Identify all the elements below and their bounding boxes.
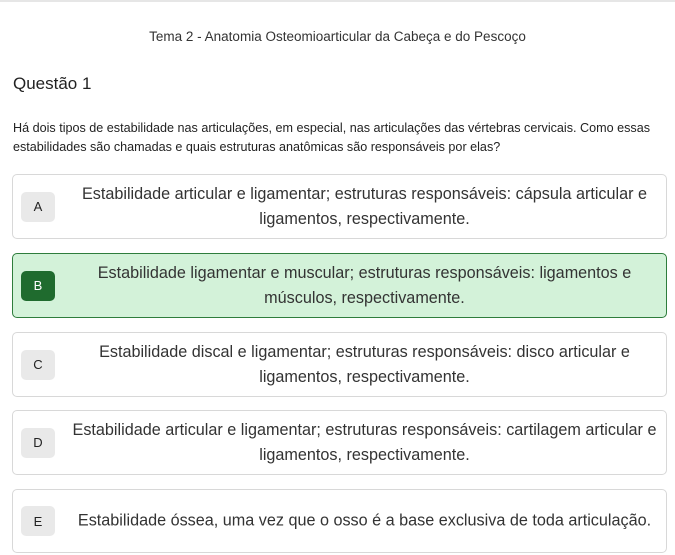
option-text-d: Estabilidade articular e ligamentar; estruturas responsáveis: cartilagem articular e ligamentos, respectivamente. — [72, 420, 657, 464]
option-a[interactable] — [12, 174, 667, 239]
question-text: Há dois tipos de estabilidade nas articulações, em especial, nas articulações das vértebras cervicais. Como essas estabilidades são chamadas e quais estruturas anatômicas são responsáveis por elas? — [13, 121, 650, 154]
option-letter-b: B — [21, 271, 55, 301]
subject-title: Tema 2 - Anatomia Osteomioarticular da Cabeça e do Pescoço — [149, 29, 526, 44]
option-text-b: Estabilidade ligamentar e muscular; estruturas responsáveis: ligamentos e músculos, respectivamente. — [97, 263, 632, 307]
option-c[interactable] — [12, 332, 667, 397]
option-letter-e: E — [21, 506, 55, 536]
option-text-c: Estabilidade discal e ligamentar; estruturas responsáveis: disco articular e ligamentos, respectivamente. — [99, 342, 630, 386]
option-letter-c: C — [21, 350, 55, 380]
option-letter-d: D — [21, 428, 55, 458]
option-b[interactable] — [12, 253, 667, 318]
top-divider — [0, 0, 675, 2]
option-text-a: Estabilidade articular e ligamentar; estruturas responsáveis: cápsula articular e ligamentos, respectivamente. — [81, 184, 648, 228]
question-title: Questão 1 — [13, 74, 92, 93]
option-d[interactable] — [12, 410, 667, 475]
option-text-e: Estabilidade óssea, uma vez que o osso é a base exclusiva de toda articulação. — [77, 511, 652, 530]
option-e[interactable] — [12, 489, 667, 553]
option-letter-a: A — [21, 192, 55, 222]
